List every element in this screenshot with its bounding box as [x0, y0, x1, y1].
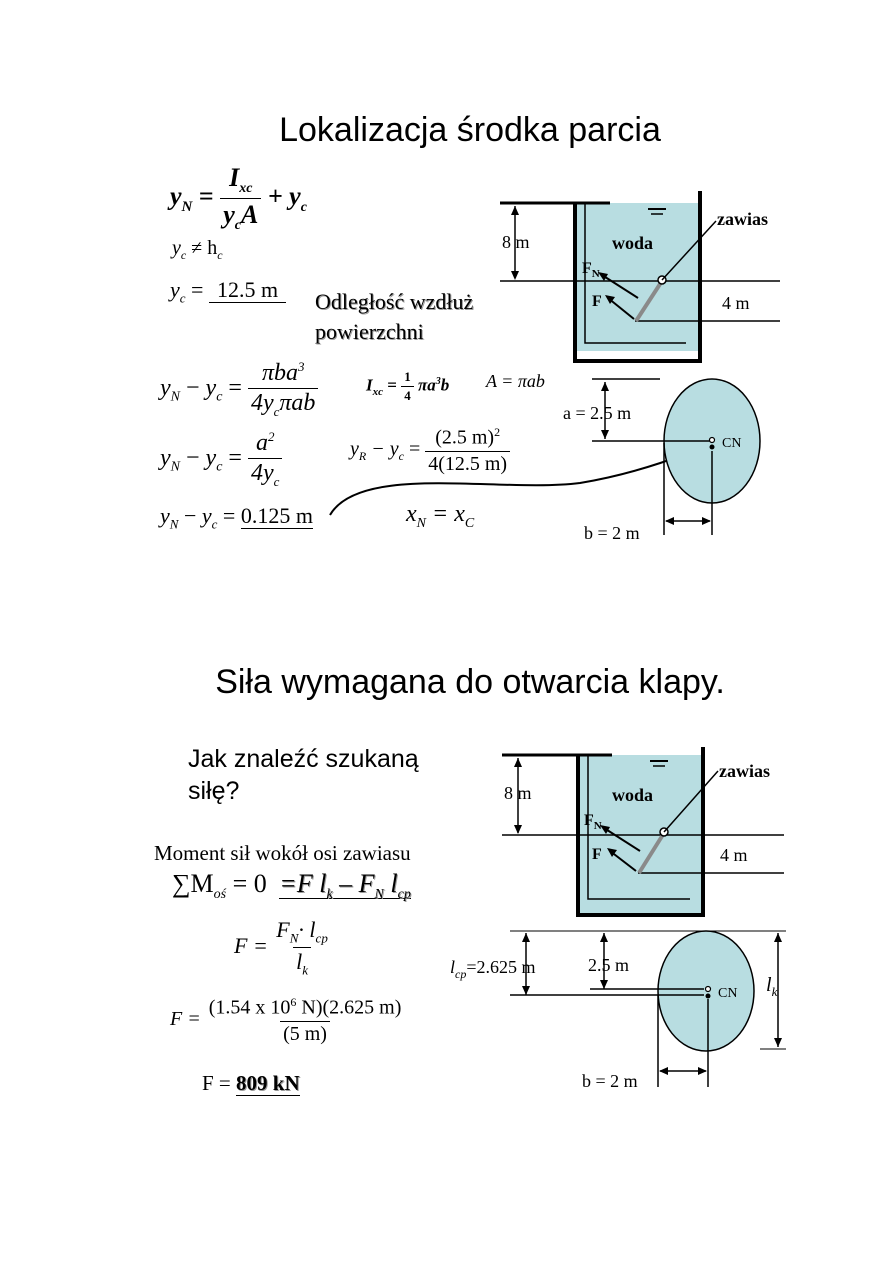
b-label: b = 2 m [584, 523, 640, 543]
water-label: woda [612, 785, 654, 805]
depth-label: 8 m [504, 783, 532, 803]
slide-required-force [150, 655, 790, 1103]
depth2-label: 2.5 m [588, 955, 630, 975]
length-label: 4 m [722, 293, 750, 313]
f-label: F [592, 846, 602, 863]
slide1-title: Lokalizacja środka parcia [279, 111, 661, 149]
slide2-diagram [150, 655, 790, 1103]
lcp-label: $l_{cp}=2.625$ m [450, 957, 536, 981]
slide2-title: Siła wymagana do otwarcia klapy. [215, 663, 725, 701]
cn-label: CN [718, 986, 738, 1001]
force-formula: F = $\frac{F_N\cdot l_{cp}}{l_k}$ [234, 917, 328, 978]
yn-minus-yc-formula: $y_N - y_c$ = $\frac{\pi ba^3}{4y_c\pi ab}$ [160, 359, 318, 420]
a-label: a = 2.5 m [563, 403, 632, 423]
slide1-diagram [150, 103, 790, 549]
moment-equation: $\sum M_{oś} = 0 =F$ $l_k - F_N$ $l_{cp}$ [172, 869, 411, 903]
force-result: F = 809 kN [202, 1071, 300, 1095]
fn-label: $F_N$ [582, 260, 600, 280]
yn-formula: $y_N$ = $\frac{I_{xc}}{y_cA}$ + $y_c$ [170, 163, 307, 234]
cn-dot [710, 445, 715, 450]
area-formula: A = πab [486, 371, 545, 391]
result-value: 0.125 m [240, 503, 313, 528]
ixc-formula: $I_{xc}$ = $\frac{1}{4}$ $\pi a^3b$ [366, 369, 450, 403]
cn-dot [706, 994, 711, 999]
yr-formula: $y_R - y_c$ = $\frac{(2.5 m)^2}{4(12.5 m)}$ [350, 425, 510, 476]
fn-label: $F_N$ [584, 812, 602, 832]
yc-not-equal-hc: $y_c \ne h_c$ [172, 237, 223, 262]
force-numeric-formula: F = $\frac{(1.54 x 10^6 N)(2.625 m)}{(5 m)}$ [170, 995, 402, 1045]
a-squared-formula: $y_N - y_c$ = $\frac{a^2}{4y_c}$ [160, 429, 282, 490]
distance-note: Odległość wzdłuż powierzchni [315, 289, 474, 344]
f-label: F [592, 293, 602, 310]
depth-label: 8 m [502, 232, 530, 252]
xn-equals-xc: $x_N = x_C$ [406, 501, 475, 531]
hinge-label: zawias [717, 209, 768, 229]
centroid-dot [706, 987, 711, 992]
lk-label: $l_k$ [766, 974, 778, 999]
centroid-dot [710, 438, 715, 443]
yc-value-line: $y_c = 12.5$ m [170, 277, 286, 306]
moment-heading: Moment sił wokół osi zawiasu [154, 841, 411, 865]
force-result-value: 809 kN [236, 1071, 300, 1095]
yc-value: 12.5 m [209, 277, 286, 303]
pointer-curve [330, 443, 712, 515]
result-yn-minus-yc: $y_N - y_c = 0.125$ m [160, 503, 313, 532]
question: Jak znaleźć szukaną siłę? [188, 745, 419, 805]
b-label: b = 2 m [582, 1071, 638, 1091]
water-label: woda [612, 233, 654, 253]
slide-center-of-pressure [150, 103, 790, 549]
length-label: 4 m [720, 845, 748, 865]
cn-label: CN [722, 436, 742, 451]
hinge-label: zawias [719, 761, 770, 781]
